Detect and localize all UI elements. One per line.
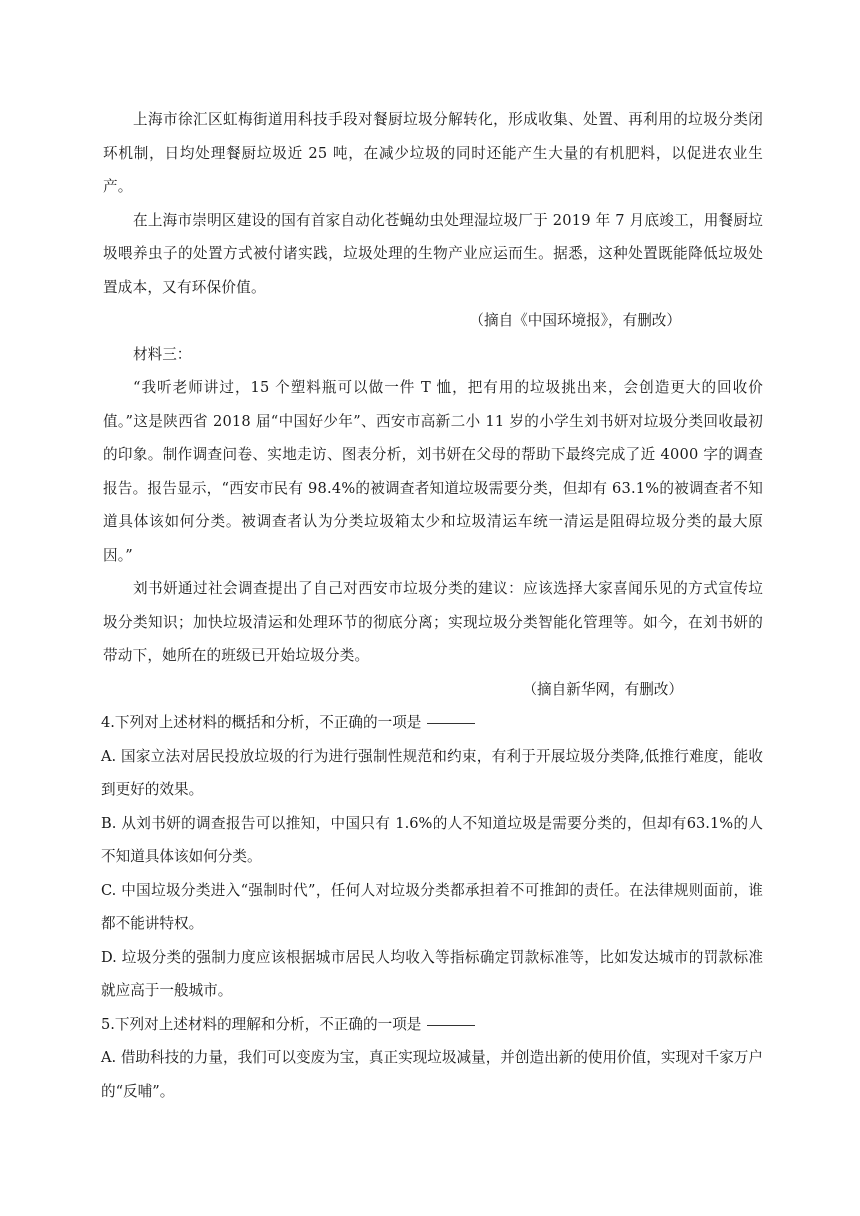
- document-page: [103, 103, 763, 1108]
- question-4-option-c: C. 中国垃圾分类进入“强制时代”，任何人对垃圾分类都承担着不可推卸的责任。在法律规则面前，谁都不能讲特权。: [101, 881, 763, 932]
- question-4-option-d: D. 垃圾分类的强制力度应该根据城市居民人均收入等指标确定罚款标准等，比如发达城市的罚款标准就应高于一般城市。: [101, 948, 763, 999]
- paragraph-xuhui: 上海市徐汇区虹梅街道用科技手段对餐厨垃圾分解转化，形成收集、处置、再利用的垃圾分类闭环机制，日均处理餐厨垃圾近 25 吨，在减少垃圾的同时还能产生大量的有机肥料，以促进农业生产。: [103, 111, 763, 195]
- question-5-stem: [101, 1008, 763, 1042]
- paragraph-liu-shuyan-suggestions: 刘书妍通过社会调查提出了自己对西安市垃圾分类的建议：应该选择大家喜闻乐见的方式宣传垃圾分类知识；加快垃圾清运和处理环节的彻底分离；实现垃圾分类智能化管理等。如今，在刘书妍的带动下，她所在的班级已开始垃圾分类。: [103, 580, 763, 664]
- question-4-option-a: A. 国家立法对居民投放垃圾的行为进行强制性规范和约束，有利于开展垃圾分类降,低推行难度，能收到更好的效果。: [101, 747, 763, 798]
- question-4-text: 4.下列对上述材料的概括和分析，不正确的一项是: [101, 714, 422, 731]
- source-citation-xinhua: （摘自新华网，有删改）: [522, 680, 683, 698]
- answer-blank: [427, 722, 475, 724]
- answer-blank: [427, 1024, 475, 1026]
- question-4-stem: [101, 706, 763, 740]
- question-4-option-b: B. 从刘书妍的调查报告可以推知，中国只有 1.6%的人不知道垃圾是需要分类的，但却有63.1%的人不知道具体该如何分类。: [101, 814, 763, 865]
- paragraph-chongming: 在上海市崇明区建设的国有首家自动化苍蝇幼虫处理湿垃圾厂于 2019 年 7 月底竣工，用餐厨垃圾喂养虫子的处置方式被付诸实践，垃圾处理的生物产业应运而生。据悉，这种处置既能降低垃圾处置成本，又有环保价值。: [103, 211, 763, 296]
- paragraph-liu-shuyan-report: “我听老师讲过，15 个塑料瓶可以做一件 T 恤，把有用的垃圾挑出来，会创造更大的回收价值。”这是陕西省 2018 届“中国好少年”、西安市高新二小 11 岁的小学生刘书妍对垃圾分类回收最初的印象。制作调查问卷、实地走访、图表分析，刘书妍在父母的帮助下最终完成了近 4000 字的调查报告。报告显示，“西安市民有 98.4%的被调查者知道垃圾需要分类，但却有 63.1%的被调查者不知道具体该如何分类。被调查者认为分类垃圾箱太少和垃圾清运车统一清运是阻碍垃圾分类的最大原因。”: [103, 379, 763, 564]
- question-5-text: 5.下列对上述材料的理解和分析，不正确的一项是: [101, 1015, 422, 1033]
- question-5-option-a: A. 借助科技的力量，我们可以变废为宝，真正实现垃圾减量，并创造出新的使用价值，实现对千家万户的“反哺”。: [101, 1049, 763, 1100]
- material-three-heading: 材料三：: [133, 345, 192, 363]
- source-citation-environment-news: （摘自《中国环境报》，有删改）: [469, 312, 681, 329]
